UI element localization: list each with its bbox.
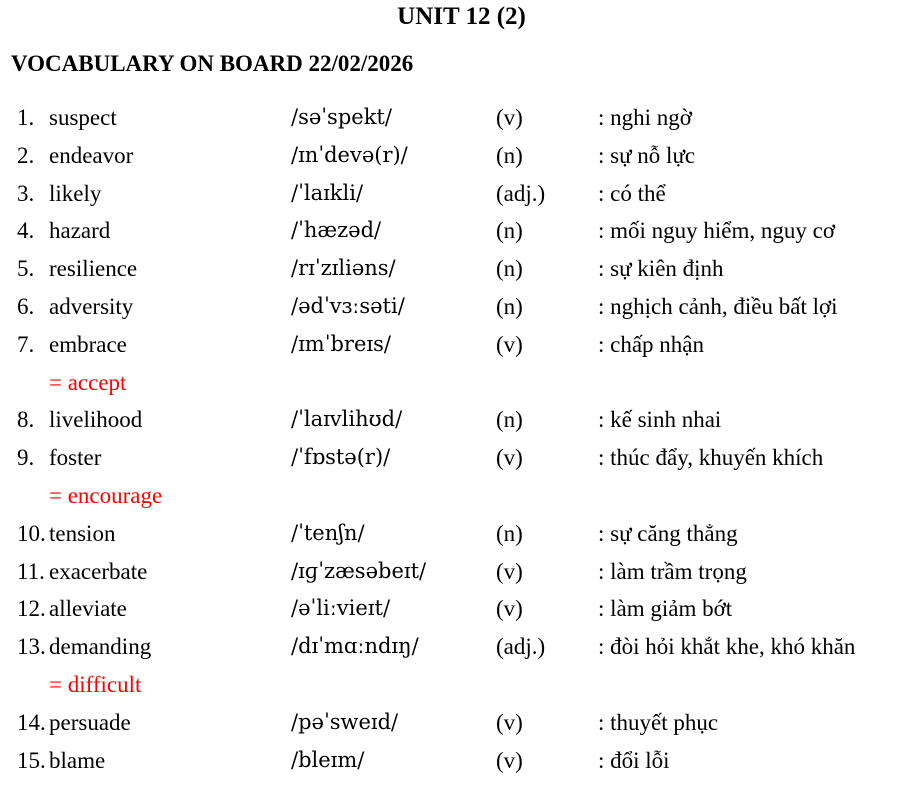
vocab-meaning: : thuyết phục	[598, 709, 719, 735]
synonym-row	[0, 364, 923, 402]
vocab-part-of-speech: (n)	[496, 142, 523, 168]
synonym-row	[0, 666, 923, 704]
vocab-pronunciation: /ɪmˈbreɪs/	[291, 331, 391, 356]
vocab-meaning: : đổi lỗi	[598, 747, 670, 773]
vocab-pronunciation: /ɪnˈdevə(r)/	[291, 142, 408, 167]
vocab-meaning: : làm trầm trọng	[598, 558, 747, 584]
vocab-row	[0, 326, 923, 364]
vocab-row	[0, 212, 923, 250]
vocab-meaning: : chấp nhận	[598, 331, 705, 357]
vocab-meaning: : sự căng thẳng	[598, 520, 738, 546]
vocab-word: livelihood	[49, 407, 143, 433]
vocab-number: 4.	[17, 218, 35, 244]
vocab-row	[0, 439, 923, 477]
vocab-meaning: : có thể	[598, 180, 666, 206]
vocab-part-of-speech: (adj.)	[496, 180, 546, 206]
vocab-part-of-speech: (n)	[496, 407, 523, 433]
vocab-number: 13.	[17, 634, 46, 660]
vocab-number: 9.	[17, 445, 35, 471]
vocab-pronunciation: /ɪɡˈzæsəbeɪt/	[291, 558, 427, 583]
vocab-synonym: = difficult	[49, 671, 142, 697]
vocab-meaning: : thúc đẩy, khuyến khích	[598, 445, 824, 471]
vocab-meaning: : đòi hỏi khắt khe, khó khăn	[598, 634, 856, 660]
vocab-number: 11.	[17, 558, 45, 584]
vocab-pronunciation: /dɪˈmɑːndɪŋ/	[291, 634, 419, 659]
vocab-synonym: = encourage	[49, 482, 163, 508]
vocab-row	[0, 175, 923, 213]
page-title: UNIT 12 (2)	[397, 3, 526, 30]
vocab-part-of-speech: (n)	[496, 293, 523, 319]
vocab-part-of-speech: (v)	[496, 331, 523, 357]
vocab-number: 6.	[17, 293, 35, 319]
vocab-number: 15.	[17, 747, 46, 773]
synonym-row	[0, 477, 923, 515]
vocab-part-of-speech: (v)	[496, 558, 523, 584]
vocab-row	[0, 742, 923, 780]
vocab-word: foster	[49, 445, 102, 471]
vocab-row	[0, 704, 923, 742]
vocab-word: demanding	[49, 634, 152, 660]
vocabulary-list	[0, 99, 923, 779]
vocab-pronunciation: /pəˈsweɪd/	[291, 709, 399, 734]
vocab-number: 14.	[17, 709, 46, 735]
vocab-number: 2.	[17, 142, 35, 168]
vocab-word: likely	[49, 180, 102, 206]
vocab-word: persuade	[49, 709, 131, 735]
vocab-part-of-speech: (v)	[496, 445, 523, 471]
vocab-pronunciation: /ˈfɒstə(r)/	[291, 445, 391, 470]
vocab-part-of-speech: (v)	[496, 709, 523, 735]
vocab-word: resilience	[49, 256, 138, 282]
vocab-pronunciation: /ˈlaɪkli/	[291, 180, 364, 205]
vocab-pronunciation: /ədˈvɜːsəti/	[291, 293, 405, 318]
vocab-number: 8.	[17, 407, 35, 433]
vocab-part-of-speech: (v)	[496, 747, 523, 773]
vocab-part-of-speech: (n)	[496, 520, 523, 546]
vocab-meaning: : nghi ngờ	[598, 105, 692, 130]
vocab-number: 5.	[17, 256, 35, 282]
vocab-row	[0, 401, 923, 439]
vocab-part-of-speech: (v)	[496, 596, 523, 622]
vocab-number: 10.	[17, 520, 46, 546]
vocab-meaning: : sự nỗ lực	[598, 142, 696, 168]
page-subtitle: VOCABULARY ON BOARD 22/02/2026	[11, 51, 414, 76]
vocab-pronunciation: /ˈhæzəd/	[291, 218, 382, 243]
vocab-word: endeavor	[49, 142, 134, 168]
vocab-word: alleviate	[49, 596, 127, 622]
vocab-meaning: : nghịch cảnh, điều bất lợi	[598, 293, 838, 319]
vocab-row	[0, 590, 923, 628]
vocab-number: 12.	[17, 596, 46, 622]
vocab-word: tension	[49, 520, 116, 546]
vocab-part-of-speech: (adj.)	[496, 634, 546, 660]
vocab-meaning: : kế sinh nhai	[598, 407, 722, 433]
vocab-row	[0, 628, 923, 666]
vocab-word: hazard	[49, 218, 111, 244]
vocab-row	[0, 137, 923, 175]
vocab-row	[0, 250, 923, 288]
vocab-pronunciation: /əˈliːvieɪt/	[291, 596, 391, 621]
vocab-number: 3.	[17, 180, 35, 206]
vocab-synonym: = accept	[49, 369, 127, 395]
vocab-part-of-speech: (v)	[496, 105, 523, 130]
vocab-row	[0, 553, 923, 591]
vocab-word: suspect	[49, 105, 117, 130]
vocab-word: exacerbate	[49, 558, 148, 584]
vocab-pronunciation: /bleɪm/	[291, 747, 365, 772]
vocab-word: embrace	[49, 331, 127, 357]
vocab-meaning: : mối nguy hiểm, nguy cơ	[598, 218, 836, 244]
vocab-row	[0, 515, 923, 553]
vocab-word: adversity	[49, 293, 134, 319]
vocab-pronunciation: /səˈspekt/	[291, 105, 392, 129]
vocab-row	[0, 99, 923, 137]
vocab-number: 1.	[17, 105, 35, 130]
vocab-part-of-speech: (n)	[496, 218, 523, 244]
vocab-pronunciation: /ˈlaɪvlihʊd/	[291, 407, 403, 432]
vocab-pronunciation: /ˈtenʃn/	[291, 520, 365, 545]
vocab-part-of-speech: (n)	[496, 256, 523, 282]
vocab-pronunciation: /rɪˈzɪliəns/	[291, 256, 396, 281]
vocab-meaning: : sự kiên định	[598, 256, 724, 282]
vocab-row	[0, 288, 923, 326]
vocab-number: 7.	[17, 331, 35, 357]
vocab-word: blame	[49, 747, 106, 773]
vocab-meaning: : làm giảm bớt	[598, 596, 733, 622]
